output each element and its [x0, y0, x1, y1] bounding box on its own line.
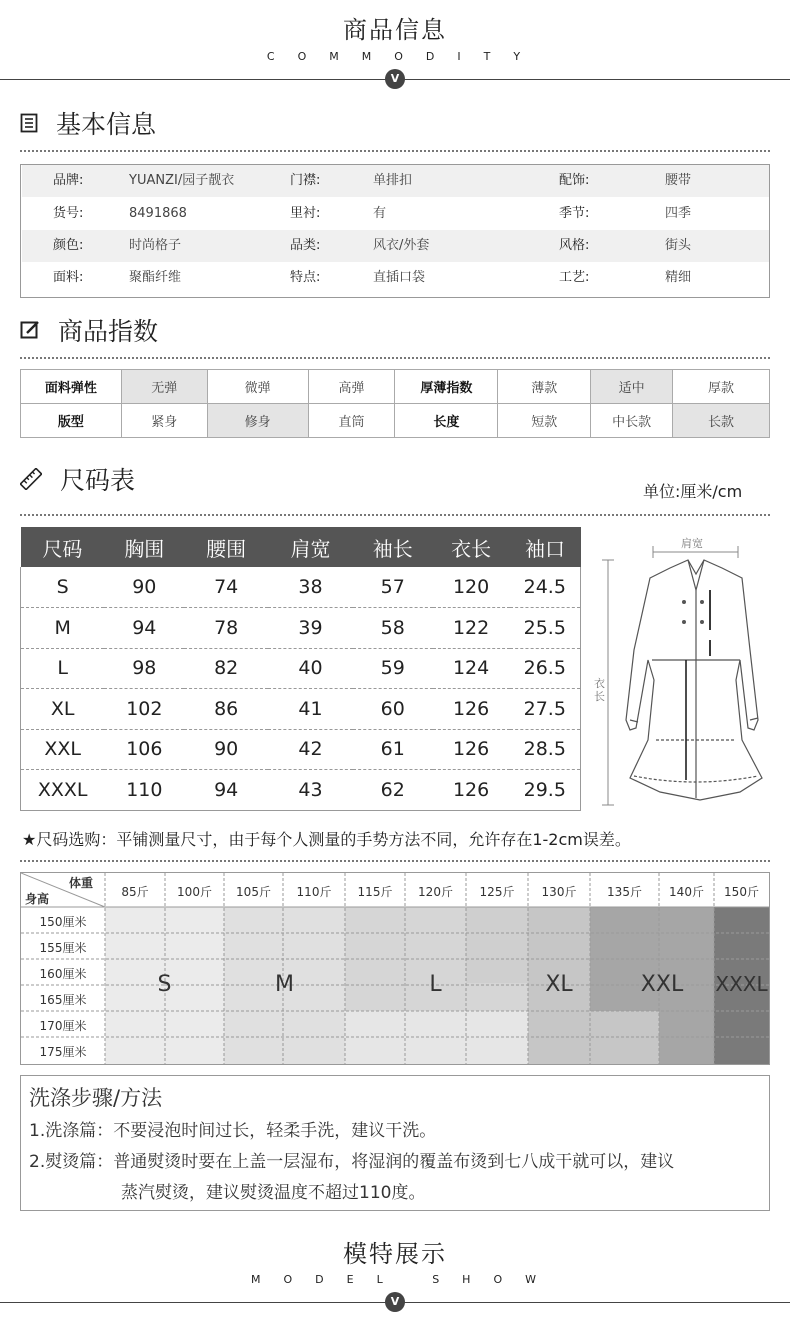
model-show-title: 模特展示	[343, 1240, 447, 1268]
size-cell: 86	[184, 689, 268, 730]
basic-info-table	[20, 164, 770, 298]
info-label: 风格:	[559, 238, 590, 253]
info-value: 腰带	[665, 173, 692, 188]
size-cell: 42	[268, 729, 353, 770]
size-cell: 39	[268, 608, 353, 649]
washing-line: 1.洗涤篇：不要浸泡时间过长，轻柔手洗，建议干洗。	[29, 1121, 437, 1141]
washing-box	[20, 1075, 770, 1211]
size-cell: 43	[268, 770, 353, 811]
v-badge: V	[385, 69, 405, 89]
basic-info-heading	[20, 105, 156, 141]
size-header-row	[21, 527, 581, 567]
size-cell: 28.5	[510, 729, 581, 770]
index-option: 微弹	[207, 370, 308, 404]
size-col-header: 衣长	[433, 527, 510, 567]
info-label: 季节:	[559, 206, 590, 221]
size-cell: 102	[104, 689, 184, 730]
info-label: 特点:	[290, 270, 321, 285]
info-value: 风衣/外套	[373, 238, 430, 253]
size-cell: 58	[353, 608, 433, 649]
size-cell: 57	[353, 567, 433, 608]
dotted-divider	[20, 150, 770, 152]
index-option-selected: 修身	[207, 404, 308, 438]
size-cell: 24.5	[510, 567, 581, 608]
info-value: 街头	[665, 238, 692, 253]
size-col-header: 胸围	[104, 527, 184, 567]
size-region-map	[21, 873, 769, 1064]
height-label: 150厘米	[39, 915, 87, 929]
height-label: 160厘米	[39, 967, 87, 981]
size-col-header: 肩宽	[268, 527, 353, 567]
weight-header: 85斤	[121, 885, 149, 899]
info-label: 配饰:	[559, 173, 590, 188]
index-option: 直筒	[308, 404, 395, 438]
table-row	[21, 729, 581, 770]
info-label: 品牌:	[53, 173, 84, 188]
weight-header: 140斤	[669, 885, 704, 899]
dotted-divider	[20, 514, 770, 516]
size-cell: 62	[353, 770, 433, 811]
size-cell: 27.5	[510, 689, 581, 730]
info-label: 面料:	[53, 270, 84, 285]
size-cell: 98	[104, 648, 184, 689]
ironing-line-cont: 蒸汽熨烫，建议熨烫温度不超过110度。	[121, 1183, 426, 1203]
info-value: 单排扣	[373, 173, 413, 188]
weight-header: 125斤	[479, 885, 515, 899]
info-label: 货号:	[53, 206, 84, 221]
size-cell: 78	[184, 608, 268, 649]
size-region-label: S	[157, 972, 172, 997]
unit-label: 单位:厘米/cm	[643, 482, 743, 501]
weight-header: 130斤	[541, 885, 577, 899]
size-cell: 90	[104, 567, 184, 608]
basic-info-row	[22, 262, 769, 294]
size-cell: 61	[353, 729, 433, 770]
size-cell: 60	[353, 689, 433, 730]
size-region-label: XXL	[640, 972, 684, 997]
weight-header: 135斤	[607, 885, 642, 899]
size-cell: S	[21, 567, 105, 608]
size-cell: 126	[433, 689, 510, 730]
dotted-divider	[20, 860, 770, 862]
basic-info-row	[22, 198, 769, 230]
index-option-selected: 适中	[591, 370, 673, 404]
product-index-heading	[20, 312, 158, 348]
size-region-label: L	[429, 972, 442, 997]
info-label: 品类:	[290, 238, 321, 253]
coat-sketch	[590, 530, 786, 812]
washing-title: 洗涤步骤/方法	[29, 1086, 163, 1110]
index-option-selected: 无弹	[121, 370, 207, 404]
info-label: 颜色:	[53, 238, 84, 253]
weight-header: 110斤	[296, 885, 332, 899]
table-row	[21, 567, 581, 608]
index-option: 高弹	[308, 370, 395, 404]
info-value: 聚酯纤维	[129, 270, 182, 285]
weight-header: 115斤	[357, 885, 393, 899]
product-index-title: 商品指数	[58, 317, 159, 346]
weight-header: 100斤	[177, 885, 212, 899]
size-cell: XXL	[21, 729, 105, 770]
index-option: 短款	[498, 404, 591, 438]
weight-header: 105斤	[236, 885, 271, 899]
size-col-header: 腰围	[184, 527, 268, 567]
size-cell: 38	[268, 567, 353, 608]
size-cell: 40	[268, 648, 353, 689]
size-cell: 94	[184, 770, 268, 811]
weight-header: 120斤	[418, 885, 453, 899]
info-label: 门襟:	[290, 173, 321, 188]
index-row	[21, 404, 770, 438]
height-label: 155厘米	[39, 941, 87, 955]
size-cell: L	[21, 648, 105, 689]
table-row	[21, 608, 581, 649]
size-cell: 106	[104, 729, 184, 770]
model-show-subtitle: MODEL SHOW	[251, 1273, 559, 1286]
ironing-line: 2.熨烫篇：普通熨烫时要在上盖一层湿布，将湿润的覆盖布烫到七八成干就可以，建议	[29, 1152, 675, 1172]
weight-header: 150斤	[724, 885, 759, 899]
info-value: YUANZI/园子靓衣	[129, 173, 235, 188]
size-cell: 124	[433, 648, 510, 689]
size-col-header: 袖长	[353, 527, 433, 567]
size-cell: 120	[433, 567, 510, 608]
size-selection-note: ★尺码选购：平铺测量尺寸，由于每个人测量的手势方法不同，允许存在1-2cm误差。	[22, 830, 631, 849]
size-table	[20, 527, 581, 811]
coat-diagram	[590, 530, 786, 812]
index-option: 中长款	[591, 404, 673, 438]
size-region-label: M	[275, 972, 294, 997]
shoulder-width-label: 肩宽	[681, 537, 703, 550]
index-option: 紧身	[121, 404, 207, 438]
size-col-header: 袖口	[510, 527, 581, 567]
weight-height-grid	[20, 872, 770, 1065]
info-label: 工艺:	[559, 270, 590, 285]
index-label: 长度	[395, 404, 498, 438]
size-cell: 41	[268, 689, 353, 730]
basic-info-title: 基本信息	[56, 110, 157, 139]
size-chart-title: 尺码表	[60, 466, 136, 495]
table-row	[21, 770, 581, 811]
info-value: 直插口袋	[373, 270, 426, 285]
edit-icon	[20, 320, 40, 340]
size-cell: 122	[433, 608, 510, 649]
size-region-label: XL	[545, 972, 573, 997]
product-index-table	[20, 369, 770, 438]
info-value: 有	[373, 206, 387, 221]
info-value: 8491868	[129, 206, 187, 221]
v-badge: V	[385, 1292, 405, 1312]
height-label: 165厘米	[39, 993, 87, 1007]
index-option: 厚款	[673, 370, 770, 404]
info-value: 时尚格子	[129, 238, 182, 253]
corner-height-label: 身高	[25, 892, 50, 906]
index-option: 薄款	[498, 370, 591, 404]
index-label: 厚薄指数	[395, 370, 498, 404]
index-label: 版型	[21, 404, 122, 438]
size-col-header: 尺码	[21, 527, 105, 567]
size-cell: 126	[433, 729, 510, 770]
ruler-icon	[20, 468, 42, 490]
length-label: 衣	[594, 677, 605, 690]
size-cell: 25.5	[510, 608, 581, 649]
size-region-label: XXXL	[715, 972, 768, 996]
index-row	[21, 370, 770, 404]
length-label: 长	[594, 690, 605, 703]
index-label: 面料弹性	[21, 370, 122, 404]
size-cell: 82	[184, 648, 268, 689]
size-cell: 59	[353, 648, 433, 689]
info-value: 四季	[665, 206, 692, 221]
size-chart-heading	[20, 461, 135, 497]
height-label: 170厘米	[39, 1019, 87, 1033]
size-cell: 29.5	[510, 770, 581, 811]
basic-info-row	[22, 165, 769, 197]
size-cell: M	[21, 608, 105, 649]
size-cell: 74	[184, 567, 268, 608]
commodity-title: 商品信息	[343, 16, 447, 44]
info-value: 精细	[665, 270, 692, 285]
table-row	[21, 648, 581, 689]
commodity-subtitle: COMMODITY	[266, 50, 544, 63]
size-cell: XL	[21, 689, 105, 730]
size-cell: 94	[104, 608, 184, 649]
size-cell: 110	[104, 770, 184, 811]
size-cell: 126	[433, 770, 510, 811]
info-label: 里衬:	[290, 206, 321, 221]
corner-weight-label: 体重	[69, 876, 94, 890]
size-cell: 26.5	[510, 648, 581, 689]
size-cell: 90	[184, 729, 268, 770]
document-icon	[20, 113, 38, 133]
index-option-selected: 长款	[673, 404, 770, 438]
basic-info-row	[22, 230, 769, 262]
height-label: 175厘米	[39, 1045, 87, 1059]
size-cell: XXXL	[21, 770, 105, 811]
table-row	[21, 689, 581, 730]
dotted-divider	[20, 357, 770, 359]
